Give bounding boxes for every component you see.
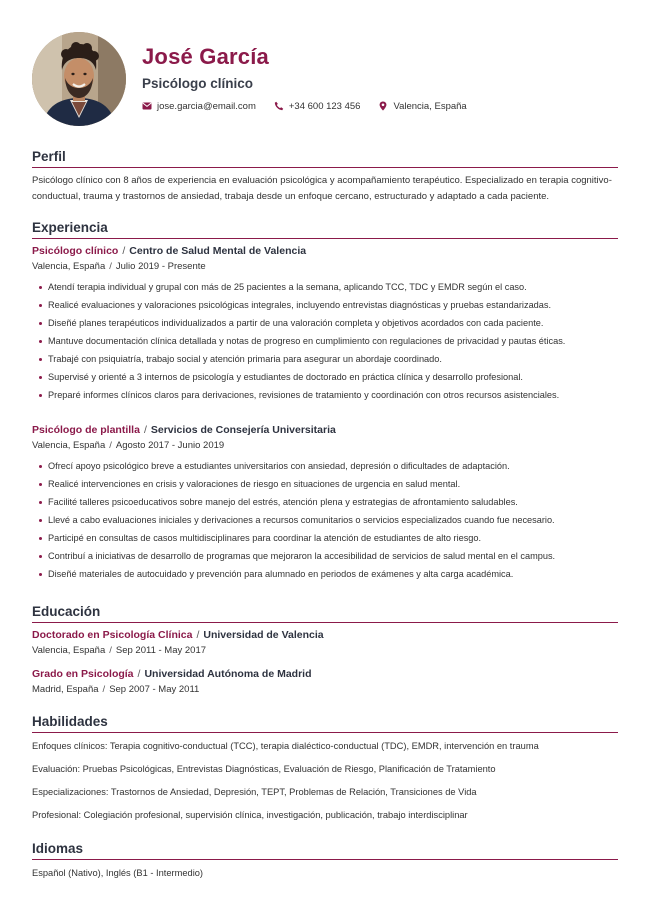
degree-name: Doctorado en Psicología Clínica [32, 629, 193, 641]
job-entry: Psicólogo clínico / Centro de Salud Mental de Valencia Valencia, España / Julio 2019 - Presente Atendí terapia individual y grupal con más de 25 pacientes a la semana, aplicando TCC, TDC y EMDR según el caso. Realicé evaluaciones y valoraciones psicológicas integrales, incluyendo entrevistas diagnósticas y pruebas estandarizadas. Diseñé planes terapéuticos individualizados a partir de una valoración completa y objetivos acordados con cada paciente. Mantuve documentación clínica detallada y notas de progreso en cumplimiento con regulaciones de privacidad y pautas éticas. Trabajé con psiquiatría, trabajo social y atención primaria para asegurar un abordaje coordinado. Supervisé y orienté a 3 internos de psicología y estudiantes de doctorado en práctica clínica y desarrollo profesional. Preparé informes clínicos claros para derivaciones, revisiones de tratamiento y coordinación con otros recursos asistenciales. [32, 244, 618, 404]
job-role: Psicólogo clínico [32, 245, 119, 257]
skill-line: Enfoques clínicos: Terapia cognitivo-conductual (TCC), terapia dialéctico-conductual (TDC), EMDR, intervención en trauma [32, 741, 539, 751]
contact-phone[interactable] [274, 98, 361, 114]
bullet-item: Diseñé planes terapéuticos individualizados a partir de una valoración completa y objetivos acordados con cada paciente. [48, 314, 618, 332]
contact-location [378, 98, 466, 114]
bullet-item: Realicé intervenciones en crisis y valoraciones de riesgo en situaciones de urgencia en salud mental. [48, 475, 618, 493]
job-organization: Centro de Salud Mental de Valencia [129, 245, 307, 257]
skill-line: Evaluación: Pruebas Psicológicas, Entrevistas Diagnósticas, Evaluación de Riesgo, Planificación de Tratamiento [32, 764, 496, 774]
contact-email[interactable] [142, 98, 256, 114]
job-title: Psicólogo clínico [142, 76, 254, 91]
job-role: Psicólogo de plantilla [32, 424, 140, 436]
phone-text: +34 600 123 456 [288, 100, 361, 112]
bullet-item: Diseñé materiales de autocuidado y prevención para alumnado en periodos de exámenes y alta carga académica. [48, 565, 618, 583]
profile-photo [32, 32, 126, 126]
school-location: Madrid, España [32, 684, 99, 695]
school-name: Universidad Autónoma de Madrid [144, 668, 312, 680]
person-name: José García [142, 44, 269, 69]
email-text: jose.garcia@email.com [157, 100, 256, 112]
job-location: Valencia, España [32, 440, 106, 451]
job-location: Valencia, España [32, 261, 106, 272]
skills-section [32, 713, 618, 822]
section-heading: Experiencia [32, 220, 108, 235]
bullet-item: Llevé a cabo evaluaciones iniciales y derivaciones a recursos comunitarios o servicios especializados cuando fue necesario. [48, 511, 618, 529]
bullet-item: Supervisé y orienté a 3 internos de psicología y estudiantes de doctorado en práctica clínica y desarrollo profesional. [48, 368, 618, 386]
resume-header [32, 30, 622, 130]
education-entry: Grado en Psicología / Universidad Autónoma de Madrid Madrid, España / Sep 2007 - May 2011 [32, 668, 312, 695]
job-entry: Psicólogo de plantilla / Servicios de Consejería Universitaria Valencia, España / Agosto 2017 - Junio 2019 Ofrecí apoyo psicológico breve a estudiantes universitarios con ansiedad, depresión o dificultades de adaptación. Realicé intervenciones en crisis y valoraciones de riesgo en situaciones de urgencia en salud mental. Facilité talleres psicoeducativos sobre manejo del estrés, atención plena y estrategias de afrontamiento saludables. Llevé a cabo evaluaciones iniciales y derivaciones a recursos comunitarios o servicios especializados cuando fue necesario. Participé en consultas de casos multidisciplinares para coordinar la atención de estudiantes de alto riesgo. Contribuí a iniciativas de desarrollo de programas que mejoraron la accesibilidad de servicios de salud mental en el campus. Diseñé materiales de autocuidado y prevención para alumnado en periodos de exámenes y alta carga académica. [32, 423, 618, 583]
profile-summary: Psicólogo clínico con 8 años de experiencia en evaluación psicológica y acompañamiento terapéutico. Especializado en terapia cognitivo-conductual, trauma y trastornos de ansiedad, trabaja desde un enfoque cercano, estructurado y adaptado a cada paciente. [32, 175, 612, 202]
phone-icon [274, 101, 284, 111]
profile-section [32, 148, 618, 205]
job-dates: Agosto 2017 - Junio 2019 [115, 440, 225, 451]
location-pin-icon [378, 101, 388, 111]
bullet-item: Ofrecí apoyo psicológico breve a estudiantes universitarios con ansiedad, depresión o dificultades de adaptación. [48, 457, 618, 475]
job-dates: Julio 2019 - Presente [115, 261, 206, 272]
skill-line: Profesional: Colegiación profesional, supervisión clínica, investigación, publicación, trabajo interdisciplinar [32, 810, 468, 820]
job-bullets [32, 457, 618, 583]
section-heading: Habilidades [32, 714, 108, 729]
bullet-item: Trabajé con psiquiatría, trabajo social y atención primaria para asegurar un abordaje coordinado. [48, 350, 618, 368]
section-heading: Idiomas [32, 841, 84, 856]
education-entry: Doctorado en Psicología Clínica / Universidad de Valencia Valencia, España / Sep 2011 - May 2017 [32, 629, 324, 656]
experience-section [32, 219, 618, 583]
envelope-icon [142, 101, 152, 111]
section-heading: Perfil [32, 149, 66, 164]
school-location: Valencia, España [32, 645, 106, 656]
education-dates: Sep 2007 - May 2011 [109, 684, 200, 695]
section-divider [32, 732, 618, 733]
section-divider [32, 859, 618, 860]
school-name: Universidad de Valencia [203, 629, 324, 641]
bullet-item: Preparé informes clínicos claros para derivaciones, revisiones de tratamiento y coordinación con otros recursos asistenciales. [48, 386, 618, 404]
contact-info [142, 98, 467, 114]
education-section [32, 603, 618, 697]
section-divider [32, 238, 618, 239]
bullet-item: Contribuí a iniciativas de desarrollo de programas que mejoraron la accesibilidad de servicios de salud mental en el campus. [48, 547, 618, 565]
bullet-item: Realicé evaluaciones y valoraciones psicológicas integrales, incluyendo entrevistas diagnósticas y pruebas estandarizadas. [48, 296, 618, 314]
languages-text: Español (Nativo), Inglés (B1 - Intermedio) [32, 868, 204, 878]
education-dates: Sep 2011 - May 2017 [115, 645, 207, 656]
bullet-item: Atendí terapia individual y grupal con más de 25 pacientes a la semana, aplicando TCC, TDC y EMDR según el caso. [48, 278, 618, 296]
job-organization: Servicios de Consejería Universitaria [150, 424, 336, 436]
bullet-item: Facilité talleres psicoeducativos sobre manejo del estrés, atención plena y estrategias de afrontamiento saludables. [48, 493, 618, 511]
section-divider [32, 167, 618, 168]
languages-section [32, 840, 618, 880]
location-text: Valencia, España [393, 100, 467, 112]
section-heading: Educación [32, 604, 101, 619]
bullet-item: Mantuve documentación clínica detallada y notas de progreso en cumplimiento con regulaciones de privacidad y pautas éticas. [48, 332, 618, 350]
job-bullets [32, 278, 618, 404]
section-divider [32, 622, 618, 623]
degree-name: Grado en Psicología [32, 668, 134, 680]
skill-line: Especializaciones: Trastornos de Ansiedad, Depresión, TEPT, Problemas de Relación, Transiciones de Vida [32, 787, 477, 797]
bullet-item: Participé en consultas de casos multidisciplinares para coordinar la atención de estudiantes de alto riesgo. [48, 529, 618, 547]
